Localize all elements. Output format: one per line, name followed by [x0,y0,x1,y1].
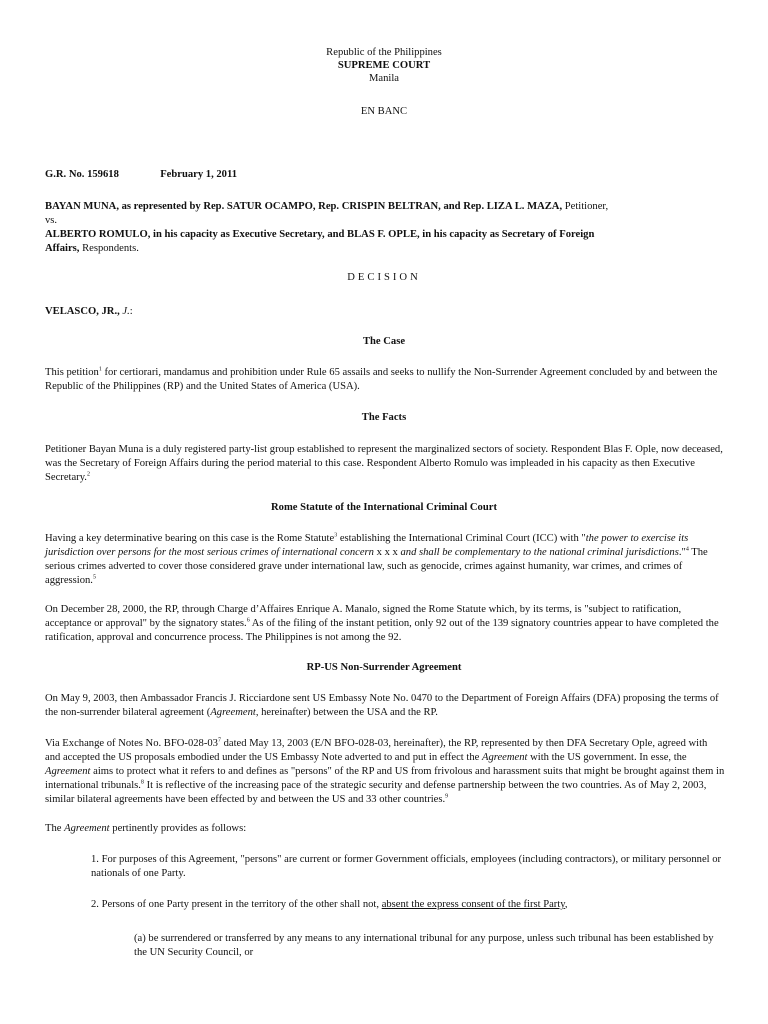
versus-line: vs. [45,214,58,226]
footnote-ref: 9 [445,793,449,800]
republic-line: Republic of the Philippines [326,47,442,58]
footnote-ref: 7 [217,737,221,744]
footnote-ref: 6 [246,617,250,624]
paragraph-the-facts: Petitioner Bayan Muna is a duly registered party-list group established to represent the marginalized sectors of society. Respondent Blas F. Ople, now deceased, was the Secretary of Foreign Affairs during the period material to this case. Respondent Alberto Romulo was impleaded in his capacity as then Executive Secretary.$^2$ [45,444,723,483]
paragraph-the-case: This petition$^1$ for certiorari, mandamus and prohibition under Rule 65 assails and seeks to nullify the Non-Surrender Agreement concluded by and between the Republic of the Philippines (RP) and the United States of America (USA). [45,366,718,392]
parties-block [45,200,725,256]
heading-rome-statute: Rome Statute of the International Criminal Court [271,502,497,513]
paragraph-rome-1: Having a key determinative bearing on this case is the Rome Statute$^3$ establishing the International Criminal Court (ICC) with "the power to exercise its jurisdiction over persons for the most serious crimes of international concern x x x and shall be complementary to the national criminal jurisdictions."$^4$ The serious crimes adverted to cover those considered grave under international law, such as genocide, crimes against humanity, war crimes, and crimes of aggression.$^5$ [45,532,708,586]
en-banc-label: EN BANC [360,106,408,117]
footnote-ref: 1 [98,366,102,373]
paragraph-rpus-1: On May 9, 2003, then Ambassador Francis J. Ricciardone sent US Embassy Note No. 0470 to the Department of Foreign Affairs (DFA) proposing the terms of the non-surrender bilateral agreement (Agreement, hereinafter) between the USA and the RP. [45,693,719,718]
agreement-item-2: 2. Persons of one Party present in the territory of the other shall not, absent the express consent of the first Party, [91,899,568,910]
ponente-line: VELASCO, JR., J.: [45,306,133,317]
footnote-ref: 3 [334,532,338,539]
heading-rp-us-agreement: RP-US Non-Surrender Agreement [306,662,462,673]
court-city: Manila [368,73,399,84]
footnote-ref: 4 [685,546,689,553]
footnote-ref: 5 [92,574,96,581]
decision-title: DECISION [347,272,421,283]
footnote-ref: 2 [86,471,90,478]
agreement-item-1: 1. For purposes of this Agreement, "persons" are current or former Government officials, employees (including contractors), or military personnel or nationals of one Party. [91,854,722,879]
petitioner-line: BAYAN MUNA, as represented by Rep. SATUR OCAMPO, Rep. CRISPIN BELTRAN, and Rep. LIZA L. MAZA, Petitioner, [45,201,609,212]
paragraph-rpus-3: The Agreement pertinently provides as follows: [45,823,247,834]
decision-date: February 1, 2011 [160,169,237,180]
heading-the-facts: The Facts [361,412,407,423]
gr-number: G.R. No. 159618 [45,169,119,180]
footnote-ref: 8 [140,779,144,786]
court-name: SUPREME COURT [337,60,431,71]
respondent-line-2: Affairs, Respondents. [45,242,139,254]
paragraph-rpus-2: Via Exchange of Notes No. BFO-$028-03^7$ dated May 13, 2003 (E/N BFO-028-03, hereinafter), the RP, represented by then DFA Secretary Ople, agreed with and accepted the US proposals embodied under the US Embassy Note adverted to and put in effect the Agreement with the US government. In esse, the Agreement aims to protect what it refers to and defines as "persons" of the RP and US from frivolous and harassment suits that might be brought against them in international tribunals.$^8$ It is reflective of the increasing pace of the strategic security and defense partnership between the two countries. As of May 2, 2003, similar bilateral agreements have been effected by and between the US and 33 other countries.$^9$ [45,737,725,805]
respondent-line-1: ALBERTO ROMULO, in his capacity as Executive Secretary, and BLAS F. OPLE, in his capacity as Secretary of Foreign [45,228,595,240]
paragraph-rome-2: On December 28, 2000, the RP, through Charge d’Affaires Enrique A. Manalo, signed the Rome Statute which, by its terms, is "subject to ratification, acceptance or approval" by the signatory states.$^6$ As of the filing of the instant petition, only 92 out of the 139 signatory countries appear to have completed the ratification, approval and concurrence process. The Philippines is not among the 92. [45,604,719,643]
agreement-item-2a: (a) be surrendered or transferred by any means to any international tribunal for any purpose, unless such tribunal has been established by the UN Security Council, or [134,933,714,958]
heading-the-case: The Case [362,336,406,347]
case-number-line [45,168,725,182]
